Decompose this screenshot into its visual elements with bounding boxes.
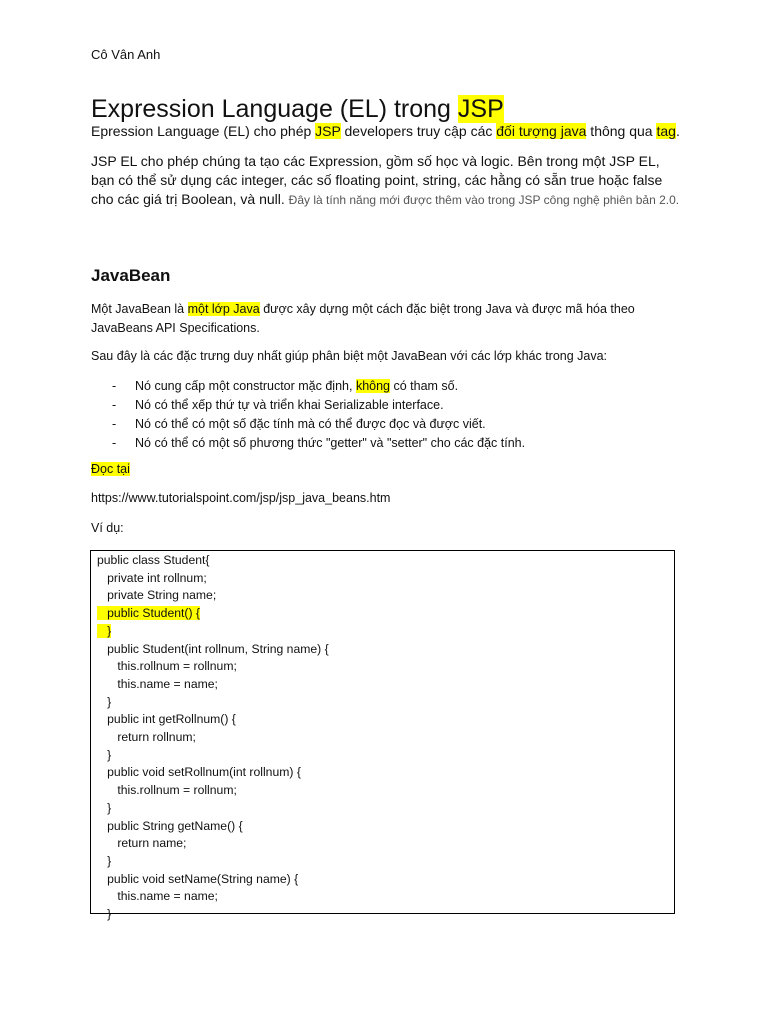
page-title — [91, 93, 504, 125]
jsp-el-text: JSP EL cho phép chúng ta tạo các Expression, gồm số học và logic. Bên trong một JSP EL, bạn có thể sử dụng các integer, các số floating point, string, các hằng có sẵn true hoặc false cho các giá trị Boolean, và null. — [91, 153, 663, 207]
code-highlight: public Student() { — [97, 606, 200, 621]
code-line: } — [97, 853, 112, 868]
intro-text-1: Epression Language (EL) cho phép — [91, 123, 316, 139]
feature-highlight: không — [355, 379, 390, 393]
javabean-feature-list — [112, 377, 525, 453]
author-name: Cô Vân Anh — [91, 47, 161, 62]
example-label: Ví dụ: — [91, 521, 124, 535]
code-line: this.rollnum = rollnum; — [97, 659, 237, 674]
code-line — [97, 623, 668, 641]
intro-paragraph — [91, 122, 691, 140]
code-line: return name; — [97, 836, 187, 851]
title-text: Expression Language (EL) trong — [91, 95, 458, 123]
javabean-def-highlight: một lớp Java — [187, 302, 260, 316]
code-line: public Student(int rollnum, String name) { — [97, 641, 329, 656]
code-line: public class Student{ — [97, 553, 210, 567]
code-line: public void setName(String name) { — [97, 871, 299, 886]
intro-highlight-jsp: JSP — [315, 123, 341, 139]
jsp-el-note: Đây là tính năng mới được thêm vào trong JSP công nghệ phiên bản 2.0. — [288, 193, 680, 207]
list-item: - Nó có thể xếp thứ tự và triển khai Serializable interface. — [112, 396, 525, 415]
code-block — [90, 550, 675, 922]
code-line: this.name = name; — [97, 676, 218, 691]
code-line: } — [97, 800, 112, 815]
code-line: this.name = name; — [97, 889, 218, 904]
intro-text-3: thông qua — [586, 123, 657, 139]
title-highlight: JSP — [457, 95, 504, 123]
javabean-heading: JavaBean — [91, 266, 171, 285]
intro-highlight-tag: tag — [656, 123, 676, 139]
feature-text: Nó cung cấp một constructor mặc định, — [135, 379, 356, 393]
code-line: public void setRollnum(int rollnum) { — [97, 765, 301, 780]
intro-text-4: . — [675, 123, 680, 139]
javabean-features-intro: Sau đây là các đặc trưng duy nhất giúp phân biệt một JavaBean với các lớp khác trong Java: — [91, 349, 608, 363]
code-line — [97, 605, 668, 623]
javabean-def-text-1: Một JavaBean là — [91, 302, 188, 316]
code-line: private String name; — [97, 588, 217, 603]
intro-highlight-java-objects: đối tượng java — [496, 123, 587, 139]
list-item: - Nó có thể có một số đặc tính mà có thể được đọc và được viết. — [112, 415, 525, 434]
list-item: - Nó có thể có một số phương thức "getter" và "setter" cho các đặc tính. — [112, 434, 525, 453]
read-more-highlight: Đọc tại — [91, 462, 130, 476]
feature-text: có tham số. — [390, 379, 459, 393]
intro-text-2: developers truy cập các — [340, 123, 497, 139]
jsp-el-paragraph — [91, 152, 681, 210]
code-line: public int getRollnum() { — [97, 712, 236, 727]
reference-url[interactable]: https://www.tutorialspoint.com/jsp/jsp_java_beans.htm — [91, 491, 391, 505]
code-line: public String getName() { — [97, 818, 243, 833]
code-line: } — [97, 907, 112, 922]
javabean-definition — [91, 300, 671, 338]
code-line: private int rollnum; — [97, 570, 207, 585]
list-item — [112, 377, 525, 396]
code-line: } — [97, 694, 112, 709]
code-highlight: } — [97, 623, 112, 638]
code-line: } — [97, 747, 112, 762]
javabean-def-text-2: được xây dựng một cách đặc biệt trong Java và được mã hóa theo JavaBeans API Specifications. — [91, 302, 635, 335]
code-line: return rollnum; — [97, 730, 196, 745]
read-more-label — [91, 462, 130, 476]
code-line: this.rollnum = rollnum; — [97, 783, 237, 798]
